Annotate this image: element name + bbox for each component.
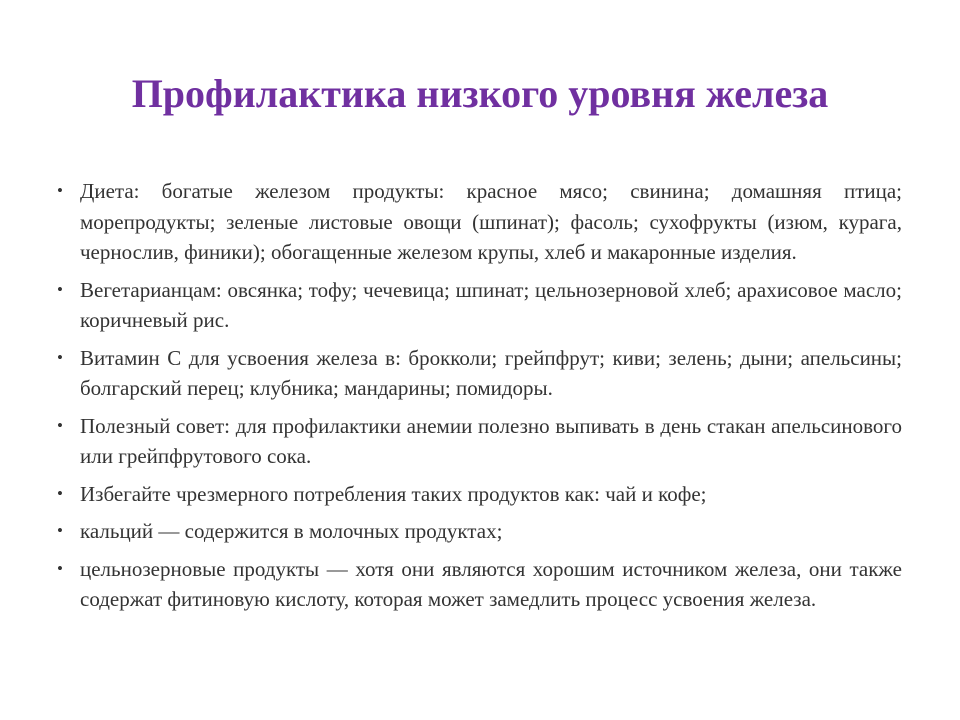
bullet-icon: • [57,558,63,578]
bullet-icon: • [57,521,63,540]
bullet-item-tip [54,411,902,472]
bullet-text: Диета: богатые железом продукты: красное мясо; свинина; домашняя птица; морепродукты; зеленые листовые овощи (шпинат); фасоль; сухофрукты (изюм, курага, чернослив, финики); обогащенные железом крупы, хлеб и макаронные изделия. [80,179,902,264]
bullet-text: кальций — содержится в молочных продуктах; [80,519,503,543]
bullet-text: цельнозерновые продукты — хотя они являются хорошим источником железа, они также содержат фитиновую кислоту, которая может замедлить процесс усвоения железа. [80,556,902,611]
bullet-text: Полезный совет: для профилактики анемии полезно выпивать в день стакан апельсинового или грейпфрутового сока. [80,413,902,468]
bullet-item-avoid [54,479,902,510]
bullet-icon: • [57,279,63,299]
bullet-item-vegetarian [54,275,902,336]
bullet-item-diet [54,176,902,268]
bullet-icon: • [57,483,63,503]
bullet-icon: • [57,347,63,367]
bullet-list [54,176,902,622]
bullet-text: Витамин С для усвоения железа в: брокколи; грейпфрут; киви; зелень; дыни; апельсины; болгарский перец; клубника; мандарины; помидоры. [80,345,902,400]
bullet-text: Вегетарианцам: овсянка; тофу; чечевица; шпинат; цельнозерновой хлеб; арахисовое масло; коричневый рис. [80,277,902,332]
bullet-icon: • [57,181,63,200]
bullet-icon: • [57,415,63,435]
bullet-item-vitamin-c [54,343,902,404]
bullet-item-calcium [54,516,902,547]
bullet-text: Избегайте чрезмерного потребления таких продуктов как: чай и кофе; [80,481,707,506]
slide-title: Профилактика низкого уровня железа [131,71,829,116]
bullet-item-wholegrain [54,554,902,615]
